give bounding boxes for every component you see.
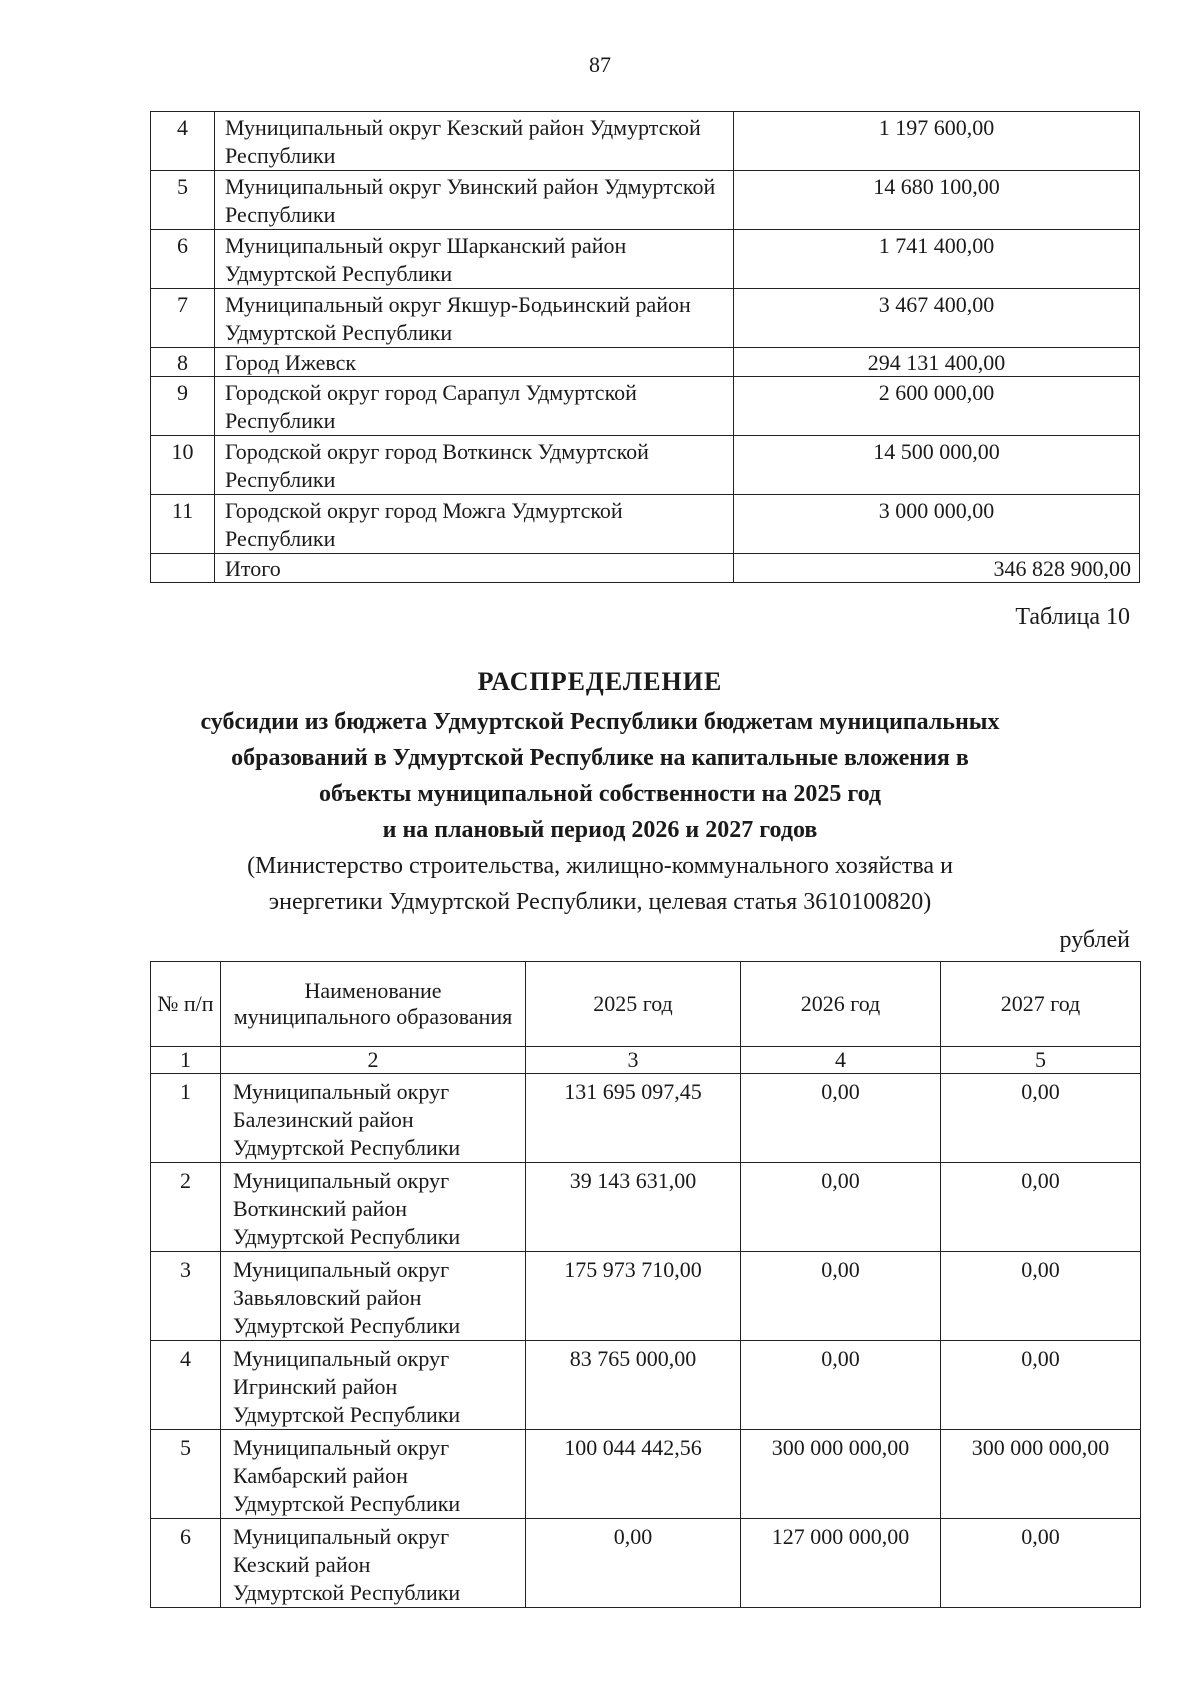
- name-line: Удмуртской Республики: [233, 1224, 461, 1249]
- heading-ministry: (Министерство строительства, жилищно-коммунального хозяйства и: [247, 853, 953, 879]
- amount: 14 500 000,00: [734, 436, 1140, 495]
- value-2027: 300 000 000,00: [941, 1430, 1141, 1519]
- column-numbers-row: [151, 1047, 1141, 1074]
- name-line: Муниципальный округ: [233, 1524, 450, 1549]
- table-row: [151, 1252, 1141, 1341]
- name-line: Воткинский район: [233, 1196, 408, 1221]
- value-2025: 175 973 710,00: [526, 1252, 741, 1341]
- table-row: [151, 348, 1140, 377]
- row-number: 5: [151, 171, 215, 230]
- name-line: Муниципальный округ: [233, 1435, 450, 1460]
- table-previous-continuation: [150, 111, 1140, 583]
- municipality-name: [221, 1519, 526, 1608]
- amount: 1 741 400,00: [734, 230, 1140, 289]
- heading-line: и на плановый период 2026 и 2027 годов: [382, 817, 818, 843]
- row-number: 8: [151, 348, 215, 377]
- name-line: Муниципальный округ: [233, 1257, 450, 1282]
- heading-line: субсидии из бюджета Удмуртской Республики бюджетам муниципальных: [200, 709, 1000, 735]
- header-municipality: Наименование муниципального образования: [221, 962, 526, 1047]
- column-number: 2: [221, 1047, 526, 1074]
- value-2025: 83 765 000,00: [526, 1341, 741, 1430]
- table-header-row: [151, 962, 1141, 1047]
- municipality-name: [221, 1252, 526, 1341]
- table-heading: [0, 664, 1200, 920]
- header-number: № п/п: [151, 962, 221, 1047]
- table-label: Таблица 10: [1015, 604, 1130, 630]
- table-row: [151, 377, 1140, 436]
- value-2025: 131 695 097,45: [526, 1074, 741, 1163]
- column-number: 5: [941, 1047, 1141, 1074]
- table-row: [151, 289, 1140, 348]
- total-label: Итого: [215, 554, 734, 583]
- amount: 1 197 600,00: [734, 112, 1140, 171]
- column-number: 4: [741, 1047, 941, 1074]
- name-line: Игринский район: [233, 1374, 398, 1399]
- row-number: 2: [151, 1163, 221, 1252]
- name-line: Удмуртской Республики: [233, 1135, 461, 1160]
- amount: 2 600 000,00: [734, 377, 1140, 436]
- municipality-name: Городской округ город Сарапул Удмуртской Республики: [215, 377, 734, 436]
- total-row: [151, 554, 1140, 583]
- value-2025: 100 044 442,56: [526, 1430, 741, 1519]
- header-2025: 2025 год: [526, 962, 741, 1047]
- header-2027: 2027 год: [941, 962, 1141, 1047]
- row-number: 7: [151, 289, 215, 348]
- table-row: [151, 1074, 1141, 1163]
- value-2027: 0,00: [941, 1252, 1141, 1341]
- value-2026: 0,00: [741, 1074, 941, 1163]
- heading-line: образований в Удмуртской Республике на капитальные вложения в: [231, 745, 969, 771]
- value-2027: 0,00: [941, 1341, 1141, 1430]
- name-line: Муниципальный округ: [233, 1079, 450, 1104]
- municipality-name: Муниципальный округ Якшур-Бодьинский район Удмуртской Республики: [215, 289, 734, 348]
- municipality-name: [221, 1163, 526, 1252]
- header-2026: 2026 год: [741, 962, 941, 1047]
- heading-ministry: энергетики Удмуртской Республики, целевая статья 3610100820): [268, 889, 932, 915]
- value-2025: 39 143 631,00: [526, 1163, 741, 1252]
- municipality-name: Муниципальный округ Шарканский район Удмуртской Республики: [215, 230, 734, 289]
- value-2026: 0,00: [741, 1163, 941, 1252]
- name-line: Удмуртской Республики: [233, 1313, 461, 1338]
- name-line: Кезский район: [233, 1552, 371, 1577]
- table-row: [151, 1163, 1141, 1252]
- municipality-name: Муниципальный округ Кезский район Удмуртской Республики: [215, 112, 734, 171]
- name-line: Муниципальный округ: [233, 1168, 450, 1193]
- total-amount: 346 828 900,00: [734, 554, 1140, 583]
- row-number-empty: [151, 554, 215, 583]
- row-number: 10: [151, 436, 215, 495]
- amount: 3 000 000,00: [734, 495, 1140, 554]
- name-line: Муниципальный округ: [233, 1346, 450, 1371]
- table-row: [151, 230, 1140, 289]
- value-2026: 0,00: [741, 1252, 941, 1341]
- table-row: [151, 1430, 1141, 1519]
- units-label: рублей: [1059, 927, 1130, 953]
- name-line: Балезинский район: [233, 1107, 414, 1132]
- row-number: 4: [151, 112, 215, 171]
- municipality-name: Город Ижевск: [215, 348, 734, 377]
- amount: 294 131 400,00: [734, 348, 1140, 377]
- column-number: 3: [526, 1047, 741, 1074]
- row-number: 11: [151, 495, 215, 554]
- municipality-name: Городской округ город Воткинск Удмуртской Республики: [215, 436, 734, 495]
- name-line: Удмуртской Республики: [233, 1491, 461, 1516]
- value-2027: 0,00: [941, 1074, 1141, 1163]
- municipality-name: Муниципальный округ Увинский район Удмуртской Республики: [215, 171, 734, 230]
- page-number: 87: [589, 52, 611, 77]
- row-number: 1: [151, 1074, 221, 1163]
- table-row: [151, 1519, 1141, 1608]
- column-number: 1: [151, 1047, 221, 1074]
- row-number: 4: [151, 1341, 221, 1430]
- municipality-name: Городской округ город Можга Удмуртской Республики: [215, 495, 734, 554]
- row-number: 6: [151, 230, 215, 289]
- heading-title: РАСПРЕДЕЛЕНИЕ: [477, 667, 723, 696]
- name-line: Камбарский район: [233, 1463, 408, 1488]
- value-2027: 0,00: [941, 1519, 1141, 1608]
- table-row: [151, 436, 1140, 495]
- table-row: [151, 495, 1140, 554]
- municipality-name: [221, 1074, 526, 1163]
- municipality-name: [221, 1430, 526, 1519]
- row-number: 5: [151, 1430, 221, 1519]
- row-number: 3: [151, 1252, 221, 1341]
- heading-line: объекты муниципальной собственности на 2025 год: [318, 781, 882, 807]
- table-row: [151, 112, 1140, 171]
- value-2026: 127 000 000,00: [741, 1519, 941, 1608]
- subsidy-distribution-table: [150, 961, 1141, 1608]
- row-number: 9: [151, 377, 215, 436]
- table-row: [151, 1341, 1141, 1430]
- municipality-name: [221, 1341, 526, 1430]
- row-number: 6: [151, 1519, 221, 1608]
- value-2027: 0,00: [941, 1163, 1141, 1252]
- name-line: Удмуртской Республики: [233, 1580, 461, 1605]
- amount: 3 467 400,00: [734, 289, 1140, 348]
- table-row: [151, 171, 1140, 230]
- name-line: Удмуртской Республики: [233, 1402, 461, 1427]
- value-2025: 0,00: [526, 1519, 741, 1608]
- name-line: Завьяловский район: [233, 1285, 422, 1310]
- amount: 14 680 100,00: [734, 171, 1140, 230]
- value-2026: 0,00: [741, 1341, 941, 1430]
- value-2026: 300 000 000,00: [741, 1430, 941, 1519]
